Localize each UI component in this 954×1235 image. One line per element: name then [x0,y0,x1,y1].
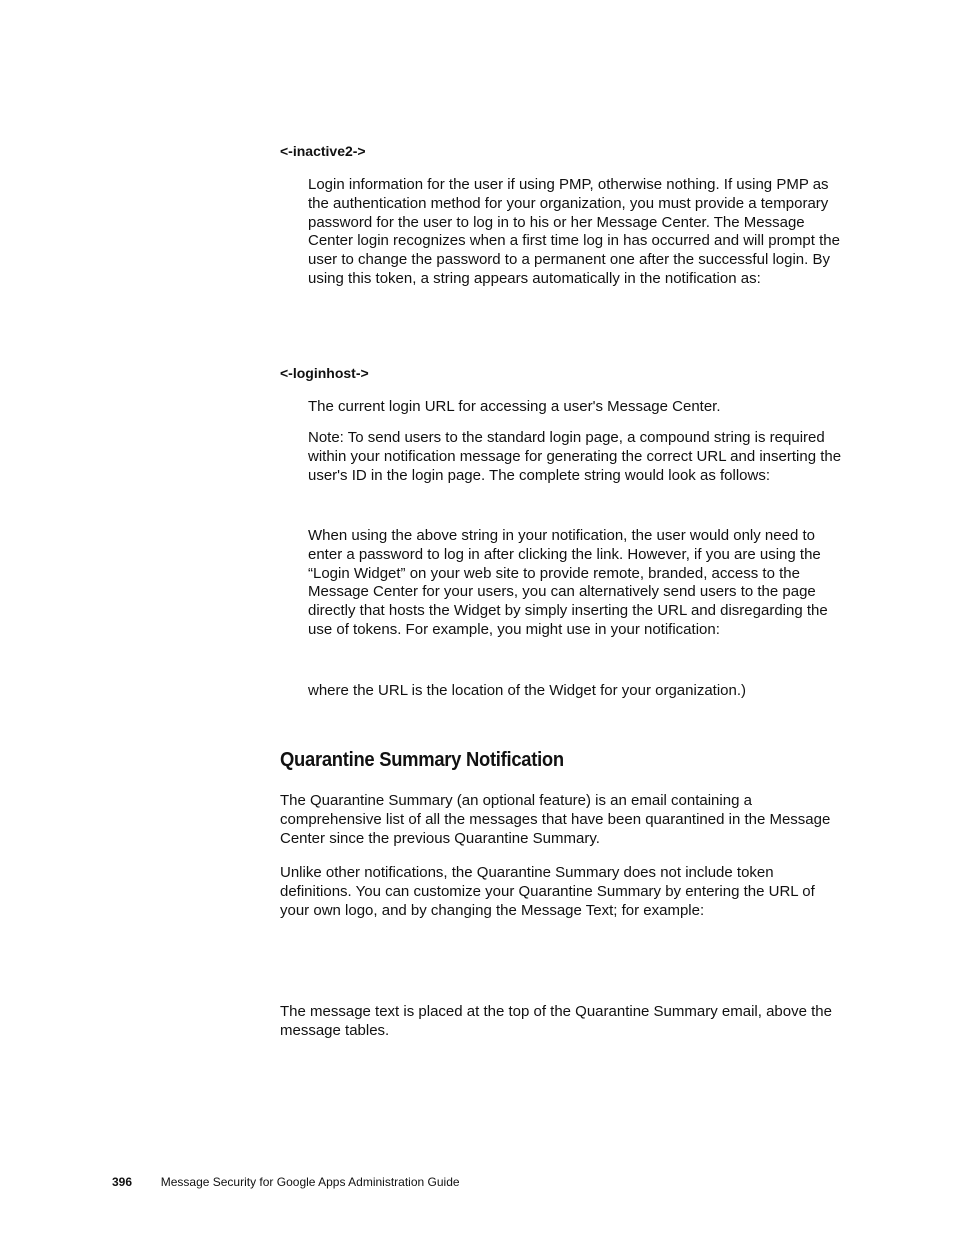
inactive2-description: Login information for the user if using PMP, otherwise nothing. If using PMP as the authentication method for your organization, you must provide a temporary password for the user to log in to his or her Message Center. The Message Center login recognizes when a first time log in has occurred and will prompt the user to change the password to a permanent one after the successful login. By using this token, a string appears automatically in the notification as: [308,176,840,287]
quarantine-customize: Unlike other notifications, the Quarantine Summary does not include token definitions. You can customize your Quarantine Summary by entering the URL of your own logo, and by changing the Message Text; for example: [280,864,815,919]
quarantine-intro: The Quarantine Summary (an optional feature) is an email containing a comprehensive list of all the messages that have been quarantined in the Message Center since the previous Quarantine Summary. [280,792,831,847]
section-heading: Quarantine Summary Notification [280,749,564,771]
loginhost-url-note: where the URL is the location of the Widget for your organization.) [308,682,747,699]
page-footer [112,1175,460,1190]
quarantine-message-text: The message text is placed at the top of the Quarantine Summary email, above the message tables. [280,1003,832,1039]
loginhost-description: The current login URL for accessing a user's Message Center. [308,398,721,415]
term-loginhost: <-loginhost-> [280,365,369,381]
loginhost-note: Note: To send users to the standard login page, a compound string is required within your notification message for generating the correct URL and inserting the user's ID in the login page. The complete string would look as follows: [308,429,842,484]
loginhost-widget-paragraph: When using the above string in your notification, the user would only need to enter a password to log in after clicking the link. However, if you are using the “Login Widget” on your web site to provide remote, branded, access to the Message Center for your users, you can alternatively send users to the page directly that hosts the Widget by simply inserting the URL and disregarding the use of tokens. For example, you might use in your notification: [308,527,828,638]
page-number: 396 [112,1175,133,1189]
document-title: Message Security for Google Apps Administration Guide [160,1175,460,1189]
term-inactive2: <-inactive2-> [280,143,366,159]
